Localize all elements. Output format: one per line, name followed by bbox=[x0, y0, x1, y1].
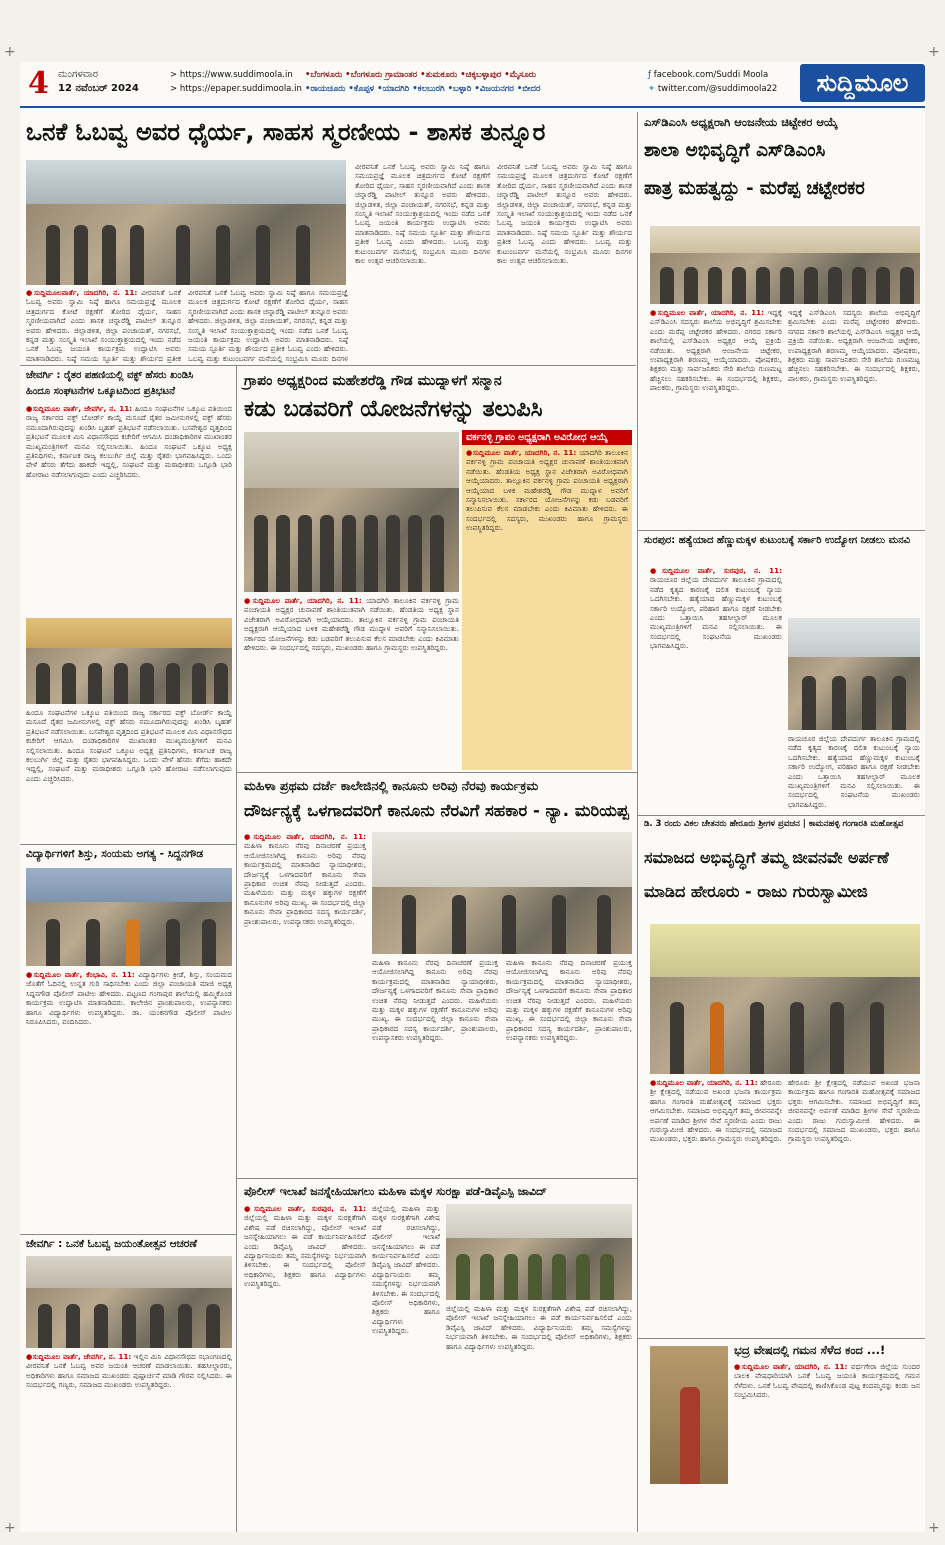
twitter-icon: ✦ bbox=[648, 84, 658, 94]
registration-mark: + bbox=[4, 44, 16, 60]
article-5-byline: ●ಸುದ್ದಿಮೂಲ ವಾರ್ತೆ, ಸುರಪುರ, ನ. 11: bbox=[650, 566, 782, 575]
article-3-text-2: ಹಿಂದೂ ಸಂಘಟನೆಗಳ ಒಕ್ಕೂಟ ವತಿಯಿಂದ ರಾಜ್ಯ ಸರ್ಕಾರದ ವಕ್ಫ್ ಬೋರ್ಡ್ ಕಾಯ್ದೆ ಮಸೂದೆ ರೈತರ ಜಮೀನುಗಳಲ್ಲಿ ವಕ್ಫ್ ಹೆಸರು ನಮೂದಾಗಿರುವುದನ್ನು ಖಂಡಿಸಿ ಬೃಹತ್ ಪ್ರತಿಭಟನೆ ನಡೆಸಲಾಯಿತು. ಬಸವೇಶ್ವರ ವೃತ್ತದಿಂದ ಪ್ರತಿಭಟನೆ ಮೂಲಕ ಮಿನಿ ವಿಧಾನಸೌಧದ ಕಚೇರಿಗೆ ಆಗಮಿಸಿ ದಂಡಾಧಿಕಾರಿಗಳ ಮುಖಾಂತರ ಮುಖ್ಯಮಂತ್ರಿಗಳಿಗೆ ಮನವಿ ಸಲ್ಲಿಸಲಾಯಿತು. ಹಿಂದೂ ಸಂಘಟನೆ ಒಕ್ಕೂಟ ಅಧ್ಯಕ್ಷ ಪ್ರತಿನಿಧಿಗಳು, ಕರ್ನಾಟಕ ರಾಜ್ಯ ಕಲಬುರ್ಗಿ ಜಿಲ್ಲೆ ಮತ್ತು ರೈತರು ಭಾಗವಹಿಸಿದ್ದರು. ಒಂದು ವೇಳೆ ಹೆಸರು ತೆಗೆದು ಹಾಕದೇ ಇದ್ದಲ್ಲಿ, ಸಂಘಟನೆ ಮತ್ತು ಮಠಾಧೀಶರು ಒಗ್ಗೂಡಿ ಭಾರಿ ಹೋರಾಟ ನಡೆಸಲಾಗುವುದು ಎಂದು ಎಚ್ಚರಿಸಿದರು. bbox=[26, 708, 232, 783]
article-10-text: ಜಿಲ್ಲೆಯಲ್ಲಿ ಮಹಿಳಾ ಮತ್ತು ಮಕ್ಕಳ ಸುರಕ್ಷತೆಗಾಗಿ ವಿಶೇಷ ಪಡೆ ರಚಿಸಲಾಗಿದ್ದು, ಪೊಲೀಸ್ ಇಲಾಖೆ ಜನಸ್ನೇಹಿಯಾಗಲು ಈ ಪಡೆ ಕಾರ್ಯನಿರ್ವಹಿಸಲಿದೆ ಎಂದು ಡಿವೈಎಸ್ಪಿ ಜಾವಿದ್ ಹೇಳಿದರು. ವಿದ್ಯಾರ್ಥಿನಿಯರು ತಮ್ಮ ಸಮಸ್ಯೆಗಳನ್ನು ನಿರ್ಭಯವಾಗಿ ತಿಳಿಸಬೇಕು. ಈ ಸಂದರ್ಭದಲ್ಲಿ ಪೊಲೀಸ್ ಅಧಿಕಾರಿಗಳು, ಶಿಕ್ಷಕರು ಹಾಗೂ ವಿದ್ಯಾರ್ಥಿಗಳು ಉಪಸ್ಥಿತರಿದ್ದರು. bbox=[244, 1213, 366, 1289]
article-1-byline: ●ಸುದ್ದಿಮೂಲವಾರ್ತೆ, ಯಾದಗಿರಿ, ನ. 11: bbox=[26, 288, 138, 297]
article-11-headline: ಭದ್ರ ವೇಷದಲ್ಲಿ ಗಮನ ಸೆಳೆದ ಕಂದ ...! bbox=[734, 1343, 886, 1357]
article-5-body-2 bbox=[788, 734, 920, 812]
col-separator bbox=[637, 112, 638, 1532]
article-7-body-3 bbox=[506, 958, 632, 1174]
article-4-sidebar-body bbox=[466, 448, 628, 766]
page-number: 4 bbox=[28, 66, 49, 101]
rule bbox=[638, 1338, 925, 1339]
epaper-link[interactable]: > https://epaper.suddimoola.in bbox=[170, 84, 302, 94]
article-8-body bbox=[650, 1078, 782, 1334]
article-8-text: ಹೇರೂರು ಶ್ರೀ ಕ್ಷೇತ್ರದಲ್ಲಿ ನಡೆಯುವ ಅಖಂಡ ಭಜನಾ ಕಾರ್ಯಕ್ರಮ ಹಾಗೂ ಗಂಗಾರತಿ ಮಹೋತ್ಸವಕ್ಕೆ ಸಮಾಜದ ಭಕ್ತರು ಆಗಮಿಸಬೇಕು. ಸಮಾಜದ ಅಭಿವೃದ್ಧಿಗೆ ತಮ್ಮ ಜೀವನವನ್ನೇ ಅರ್ಪಣೆ ಮಾಡಿದ ಶ್ರೀಗಳ ಸೇವೆ ಸ್ಮರಣೀಯ ಎಂದು ರಾಜು ಗುರುಸ್ವಾಮೀಜಿ ಹೇಳಿದರು. ಈ ಸಂದರ್ಭದಲ್ಲಿ ಸಮಾಜದ ಮುಖಂಡರು, ಭಕ್ತರು ಹಾಗೂ ಗ್ರಾಮಸ್ಥರು ಉಪಸ್ಥಿತರಿದ್ದರು. bbox=[650, 1078, 782, 1144]
article-8-kicker: ಡಿ. 3 ರಂದು ವಿಕಲ ಚೇತನರು ಹೇರೂರು ಶ್ರೀಗಳ ಪ್ರವಚನ | ಕಾಮನಹಳ್ಳಿ ಗಂಗಾರತಿ ಮಹೋತ್ಸವ bbox=[644, 819, 904, 829]
article-11-photo bbox=[650, 1346, 728, 1484]
article-1-photo bbox=[26, 160, 346, 285]
article-4-banner: ವರ್ಕನಳ್ಳಿ ಗ್ರಾಪಂ ಅಧ್ಯಕ್ಷರಾಗಿ ಅವಿರೋಧ ಆಯ್ಕೆ bbox=[462, 430, 632, 445]
registration-mark: + bbox=[4, 1520, 16, 1536]
article-6-headline: ವಿದ್ಯಾರ್ಥಿಗಳಿಗೆ ಶಿಸ್ತು, ಸಂಯಮ ಅಗತ್ಯ - ಸಿದ್ದನಗೌಡ bbox=[26, 848, 204, 860]
article-2-kicker: ಎಸ್‌ಡಿಎಂಸಿ ಅಧ್ಯಕ್ಷರಾಗಿ ಆಂಜನೇಯ ಚಿಟ್ಟೇಕರ ಆಯ್ಕೆ bbox=[644, 115, 838, 129]
article-1-text-col4: ವೀರವನಿತೆ ಒನಕೆ ಓಬವ್ವ ಅವರು ಸ್ವಾಮಿ ನಿಷ್ಠೆ ಹಾಗೂ ಸಮಯಪ್ರಜ್ಞೆ ಮೂಲಕ ಚಿತ್ರದುರ್ಗದ ಕೋಟೆ ರಕ್ಷಣೆಗೆ ತೋರಿದ ಧೈರ್ಯ, ಸಾಹಸ ಸ್ಮರಣೀಯವಾಗಿದೆ ಎಂದು ಶಾಸಕ ಚನ್ನಾರೆಡ್ಡಿ ಪಾಟೀಲ್ ತುನ್ನೂರ ಅವರು ಹೇಳಿದರು. ಜಿಲ್ಲಾಡಳಿತ, ಜಿಲ್ಲಾ ಪಂಚಾಯತ್, ನಗರಸಭೆ, ಕನ್ನಡ ಮತ್ತು ಸಂಸ್ಕೃತಿ ಇಲಾಖೆ ಸಂಯುಕ್ತಾಶ್ರಯದಲ್ಲಿ ಇಂದು ನಡೆದ ಒನಕೆ ಓಬವ್ವ ಜಯಂತಿ ಕಾರ್ಯಕ್ರಮ ಉದ್ಘಾಟಿಸಿ ಅವರು ಮಾತನಾಡಿದರು. ನಿಷ್ಠೆ ಸಮಯ ಸ್ಫೂರ್ತಿ ಮತ್ತು ಶೌರ್ಯದ ಪ್ರತೀಕ ಓಬವ್ವ ಎಂದು ಹೇಳಿದರು. ಒಬವ್ವ ಮತ್ತು ಕುಟುಂಬವರ್ಗ ಮನೆಯಲ್ಲಿ ಸಂಭ್ರಮಿಸಿ ಮೂರು ದಿನಗಳ ಕಾಲ ಉತ್ಸವ ಆಚರಿಸಲಾಯಿತು. bbox=[497, 162, 632, 266]
article-10-text-3: ಜಿಲ್ಲೆಯಲ್ಲಿ ಮಹಿಳಾ ಮತ್ತು ಮಕ್ಕಳ ಸುರಕ್ಷತೆಗಾಗಿ ವಿಶೇಷ ಪಡೆ ರಚಿಸಲಾಗಿದ್ದು, ಪೊಲೀಸ್ ಇಲಾಖೆ ಜನಸ್ನೇಹಿಯಾಗಲು ಈ ಪಡೆ ಕಾರ್ಯನಿರ್ವಹಿಸಲಿದೆ ಎಂದು ಡಿವೈಎಸ್ಪಿ ಜಾವಿದ್ ಹೇಳಿದರು. ವಿದ್ಯಾರ್ಥಿನಿಯರು ತಮ್ಮ ಸಮಸ್ಯೆಗಳನ್ನು ನಿರ್ಭಯವಾಗಿ ತಿಳಿಸಬೇಕು. ಈ ಸಂದರ್ಭದಲ್ಲಿ ಪೊಲೀಸ್ ಅಧಿಕಾರಿಗಳು, ಶಿಕ್ಷಕರು ಹಾಗೂ ವಿದ್ಯಾರ್ಥಿಗಳು ಉಪಸ್ಥಿತರಿದ್ದರು. bbox=[446, 1304, 632, 1351]
article-2-body bbox=[650, 308, 782, 526]
day: ಮಂಗಳವಾರ bbox=[58, 69, 99, 80]
article-7-text-3: ಮಹಿಳಾ ಕಾನೂನು ನೆರವು ದಿನಾಚರಣೆ ಪ್ರಯುಕ್ತ ಆಯೋಜಿಸಲಾಗಿದ್ದ ಕಾನೂನು ಅರಿವು ನೆರವು ಕಾರ್ಯಕ್ರಮದಲ್ಲಿ ಮಾತನಾಡಿದ ನ್ಯಾಯಾಧೀಶರು, ದೌರ್ಜನ್ಯಕ್ಕೆ ಒಳಗಾದವರಿಗೆ ಕಾನೂನು ಸೇವಾ ಪ್ರಾಧಿಕಾರ ಉಚಿತ ನೆರವು ನೀಡುತ್ತದೆ ಎಂದರು. ಮಹಿಳೆಯರು ಮತ್ತು ಮಕ್ಕಳ ಹಕ್ಕುಗಳ ರಕ್ಷಣೆಗೆ ಕಾನೂನುಗಳ ಅರಿವು ಮುಖ್ಯ. ಈ ಸಂದರ್ಭದಲ್ಲಿ ಜಿಲ್ಲಾ ಕಾನೂನು ಸೇವಾ ಪ್ರಾಧಿಕಾರದ ಸದಸ್ಯ ಕಾರ್ಯದರ್ಶಿ, ಪ್ರಾಂಶುಪಾಲರು, ಉಪನ್ಯಾಸಕರು ಉಪಸ್ಥಿತರಿದ್ದರು. bbox=[506, 958, 632, 1043]
masthead-logo: ಸುದ್ದಿಮೂಲ bbox=[800, 64, 925, 102]
web-links bbox=[170, 68, 302, 96]
article-8-headline: ಸಮಾಜದ ಅಭಿವೃದ್ಧಿಗೆ ತಮ್ಮ ಜೀವನವೇ ಅರ್ಪಣೆ bbox=[644, 848, 889, 867]
article-1-text-col2: ವೀರವನಿತೆ ಒನಕೆ ಓಬವ್ವ ಅವರು ಸ್ವಾಮಿ ನಿಷ್ಠೆ ಹಾಗೂ ಸಮಯಪ್ರಜ್ಞೆ ಮೂಲಕ ಚಿತ್ರದುರ್ಗದ ಕೋಟೆ ರಕ್ಷಣೆಗೆ ತೋರಿದ ಧೈರ್ಯ, ಸಾಹಸ ಸ್ಮರಣೀಯವಾಗಿದೆ ಎಂದು ಶಾಸಕ ಚನ್ನಾರೆಡ್ಡಿ ಪಾಟೀಲ್ ತುನ್ನೂರ ಅವರು ಹೇಳಿದರು. ಜಿಲ್ಲಾಡಳಿತ, ಜಿಲ್ಲಾ ಪಂಚಾಯತ್, ನಗರಸಭೆ, ಕನ್ನಡ ಮತ್ತು ಸಂಸ್ಕೃತಿ ಇಲಾಖೆ ಸಂಯುಕ್ತಾಶ್ರಯದಲ್ಲಿ ಇಂದು ನಡೆದ ಒನಕೆ ಓಬವ್ವ ಜಯಂತಿ ಕಾರ್ಯಕ್ರಮ ಉದ್ಘಾಟಿಸಿ ಅವರು ಮಾತನಾಡಿದರು. ನಿಷ್ಠೆ ಸಮಯ ಸ್ಫೂರ್ತಿ ಮತ್ತು ಶೌರ್ಯದ ಪ್ರತೀಕ ಓಬವ್ವ ಎಂದು ಹೇಳಿದರು. ಒಬವ್ವ ಮತ್ತು ಕುಟುಂಬವರ್ಗ ಮನೆಯಲ್ಲಿ ಸಂಭ್ರಮಿಸಿ ಮೂರು ದಿನಗಳ bbox=[188, 288, 348, 363]
article-10-photo bbox=[446, 1204, 632, 1300]
article-2-body-col2 bbox=[788, 308, 920, 526]
article-4-photo bbox=[244, 432, 459, 592]
rule bbox=[20, 365, 636, 366]
article-10-body-3 bbox=[446, 1304, 632, 1484]
article-4-body bbox=[244, 596, 459, 768]
article-8-text-2: ಹೇರೂರು ಶ್ರೀ ಕ್ಷೇತ್ರದಲ್ಲಿ ನಡೆಯುವ ಅಖಂಡ ಭಜನಾ ಕಾರ್ಯಕ್ರಮ ಹಾಗೂ ಗಂಗಾರತಿ ಮಹೋತ್ಸವಕ್ಕೆ ಸಮಾಜದ ಭಕ್ತರು ಆಗಮಿಸಬೇಕು. ಸಮಾಜದ ಅಭಿವೃದ್ಧಿಗೆ ತಮ್ಮ ಜೀವನವನ್ನೇ ಅರ್ಪಣೆ ಮಾಡಿದ ಶ್ರೀಗಳ ಸೇವೆ ಸ್ಮರಣೀಯ ಎಂದು ರಾಜು ಗುರುಸ್ವಾಮೀಜಿ ಹೇಳಿದರು. ಈ ಸಂದರ್ಭದಲ್ಲಿ ಸಮಾಜದ ಮುಖಂಡರು, ಭಕ್ತರು ಹಾಗೂ ಗ್ರಾಮಸ್ಥರು ಉಪಸ್ಥಿತರಿದ್ದರು. bbox=[788, 1078, 920, 1144]
article-10-body bbox=[244, 1204, 366, 1484]
cities-row-2: •ರಾಯಚೂರು •ಕೊಪ್ಪಳ •ಯಾದಗಿರಿ •ಕಲಬುರಗಿ •ಬಳ್ಳಾರಿ •ವಿಜಯನಗರ •ಬೀದರ bbox=[305, 84, 541, 94]
article-7-headline: ದೌರ್ಜನ್ಯಕ್ಕೆ ಒಳಗಾದವರಿಗೆ ಕಾನೂನು ನೆರವಿಗೆ ಸಹಕಾರ - ನ್ಯಾ. ಮರಿಯಪ್ಪ bbox=[244, 801, 629, 820]
article-7-kicker: ಮಹಿಳಾ ಪ್ರಥಮ ದರ್ಜೆ ಕಾಲೇಜಿನಲ್ಲಿ ಕಾನೂನು ಅರಿವು ನೆರವು ಕಾರ್ಯಕ್ರಮ bbox=[244, 778, 539, 793]
article-1-body-col3 bbox=[355, 162, 490, 362]
article-1-headline: ಒನಕೆ ಓಬವ್ವ ಅವರ ಧೈರ್ಯ, ಸಾಹಸ ಸ್ಮರಣೀಯ - ಶಾಸಕ ತುನ್ನೂರ bbox=[26, 118, 546, 146]
article-4-byline: ●ಸುದ್ದಿಮೂಲ ವಾರ್ತೆ, ಯಾದಗಿರಿ, ನ. 11: bbox=[466, 448, 577, 457]
article-1-body-col4 bbox=[497, 162, 632, 362]
article-4-text: ಯಾದಗಿರಿ ತಾಲೂಕಿನ ವರ್ಕನಳ್ಳಿ ಗ್ರಾಮ ಪಂಚಾಯತಿ ಅಧ್ಯಕ್ಷರ ಚುನಾವಣೆ ಶಾಂತಿಯುತವಾಗಿ ನಡೆಯಿತು. ಹೆಂಡತಿಯ ಅಧ್ಯಕ್ಷ ಸ್ಥಾನ ವಿಜೇತರಾಗಿ ಅವಿರೋಧವಾಗಿ ಆಯ್ಕೆಯಾದರು. ತಾಲ್ಲೂಕಿನ ವರ್ಕನಳ್ಳಿ ಗ್ರಾಮ ಪಂಚಾಯತಿ ಅಧ್ಯಕ್ಷರಾಗಿ ಆಯ್ಕೆಯಾದ ಬಳಿಕ ಮಹೇಶರೆಡ್ಡಿ ಗೌಡ ಮುದ್ನಾಳ ಅವರಿಗೆ ಸನ್ಮಾನಿಸಲಾಯಿತು. ಸರ್ಕಾರದ ಯೋಜನೆಗಳನ್ನು ಕಡು ಬಡವರಿಗೆ ತಲುಪಿಸುವ ಕೆಲಸ ಮಾಡಬೇಕು ಎಂದು ಕಿವಿಮಾತು ಹೇಳಿದರು. ಈ ಸಂದರ್ಭದಲ್ಲಿ ಸದಸ್ಯರು, ಮುಖಂಡರು ಹಾಗೂ ಗ್ರಾಮಸ್ಥರು ಉಪಸ್ಥಿತರಿದ್ದರು. bbox=[244, 596, 459, 653]
date-block bbox=[58, 68, 139, 96]
article-11-text: ವರ್ಧಗೇರಾ ಜಿಲ್ಲೆಯ ಸುಂದರ ಬಾಲಕಿ ವೇಷಧಾರಿಯಾಗಿ ಒನಕೆ ಓಬವ್ವ ಜಯಂತಿ ಕಾರ್ಯಕ್ರಮದಲ್ಲಿ ಗಮನ ಸೆಳೆದಳು. ಒನಕೆ ಓಬವ್ವ ವೇಷದಲ್ಲಿ ಕಾಣಿಸಿಕೊಂಡ ಪುಟ್ಟ ಕಂದಮ್ಮನನ್ನು ಕಂಡು ಜನ ಸಂಭ್ರಮಿಸಿದರು. bbox=[734, 1362, 920, 1400]
rule bbox=[20, 844, 236, 845]
article-9-photo bbox=[26, 1256, 232, 1348]
article-8-photo bbox=[650, 924, 920, 1074]
article-6-body bbox=[26, 970, 232, 1232]
article-5-photo bbox=[788, 618, 920, 730]
article-8-byline: ●ಸುದ್ದಿಮೂಲ ವಾರ್ತೆ, ಯಾದಗಿರಿ, ನ. 11: bbox=[650, 1078, 758, 1087]
article-1-body bbox=[26, 288, 181, 363]
rule bbox=[237, 772, 637, 773]
article-8-body-2 bbox=[788, 1078, 920, 1334]
article-4-sidebar-text: ಯಾದಗಿರಿ ತಾಲೂಕಿನ ವರ್ಕನಳ್ಳಿ ಗ್ರಾಮ ಪಂಚಾಯತಿ ಅಧ್ಯಕ್ಷರ ಚುನಾವಣೆ ಶಾಂತಿಯುತವಾಗಿ ನಡೆಯಿತು. ಹೆಂಡತಿಯ ಅಧ್ಯಕ್ಷ ಸ್ಥಾನ ವಿಜೇತರಾಗಿ ಅವಿರೋಧವಾಗಿ ಆಯ್ಕೆಯಾದರು. ತಾಲ್ಲೂಕಿನ ವರ್ಕನಳ್ಳಿ ಗ್ರಾಮ ಪಂಚಾಯತಿ ಅಧ್ಯಕ್ಷರಾಗಿ ಆಯ್ಕೆಯಾದ ಬಳಿಕ ಮಹೇಶರೆಡ್ಡಿ ಗೌಡ ಮುದ್ನಾಳ ಅವರಿಗೆ ಸನ್ಮಾನಿಸಲಾಯಿತು. ಸರ್ಕಾರದ ಯೋಜನೆಗಳನ್ನು ಕಡು ಬಡವರಿಗೆ ತಲುಪಿಸುವ ಕೆಲಸ ಮಾಡಬೇಕು ಎಂದು ಕಿವಿಮಾತು ಹೇಳಿದರು. ಈ ಸಂದರ್ಭದಲ್ಲಿ ಸದಸ್ಯರು, ಮುಖಂಡರು ಹಾಗೂ ಗ್ರಾಮಸ್ಥರು ಉಪಸ್ಥಿತರಿದ್ದರು. bbox=[466, 448, 628, 533]
rule bbox=[638, 815, 925, 816]
article-3-body-2 bbox=[26, 708, 232, 842]
rule bbox=[20, 1234, 236, 1235]
article-9-headline: ಜೇವರ್ಗಿ : ಒನಕೆ ಓಬವ್ವ ಜಯಂತೋತ್ಸವ ಆಚರಣೆ bbox=[26, 1238, 197, 1250]
article-9-text: ಇಲ್ಲಿನ ಮಿನಿ ವಿಧಾನಸೌಧದ ಸಭಾಂಗಣದಲ್ಲಿ ವೀರವನಿತೆ ಒನಕೆ ಓಬವ್ವ ಅವರ ಜಯಂತಿ ಆಚರಣೆ ಮಾಡಲಾಯಿತು. ತಹಸೀಲ್ದಾರರು, ಅಧಿಕಾರಿಗಳು ಹಾಗೂ ಸಮಾಜದ ಮುಖಂಡರು ಪುಷ್ಪಾರ್ಚನೆ ಮಾಡಿ ಗೌರವ ಸಲ್ಲಿಸಿದರು. ಈ ಸಂದರ್ಭದಲ್ಲಿ ಗಣ್ಯರು, ಸಮಾಜದ ಮುಖಂಡರು ಉಪಸ್ಥಿತರಿದ್ದರು. bbox=[26, 1352, 232, 1390]
article-7-body bbox=[244, 832, 366, 1174]
article-7-text: ಮಹಿಳಾ ಕಾನೂನು ನೆರವು ದಿನಾಚರಣೆ ಪ್ರಯುಕ್ತ ಆಯೋಜಿಸಲಾಗಿದ್ದ ಕಾನೂನು ಅರಿವು ನೆರವು ಕಾರ್ಯಕ್ರಮದಲ್ಲಿ ಮಾತನಾಡಿದ ನ್ಯಾಯಾಧೀಶರು, ದೌರ್ಜನ್ಯಕ್ಕೆ ಒಳಗಾದವರಿಗೆ ಕಾನೂನು ಸೇವಾ ಪ್ರಾಧಿಕಾರ ಉಚಿತ ನೆರವು ನೀಡುತ್ತದೆ ಎಂದರು. ಮಹಿಳೆಯರು ಮತ್ತು ಮಕ್ಕಳ ಹಕ್ಕುಗಳ ರಕ್ಷಣೆಗೆ ಕಾನೂನುಗಳ ಅರಿವು ಮುಖ್ಯ. ಈ ಸಂದರ್ಭದಲ್ಲಿ ಜಿಲ್ಲಾ ಕಾನೂನು ಸೇವಾ ಪ್ರಾಧಿಕಾರದ ಸದಸ್ಯ ಕಾರ್ಯದರ್ಶಿ, ಪ್ರಾಂಶುಪಾಲರು, ಉಪನ್ಯಾಸಕರು ಉಪಸ್ಥಿತರಿದ್ದರು. bbox=[244, 841, 366, 926]
article-10-text-2: ಜಿಲ್ಲೆಯಲ್ಲಿ ಮಹಿಳಾ ಮತ್ತು ಮಕ್ಕಳ ಸುರಕ್ಷತೆಗಾಗಿ ವಿಶೇಷ ಪಡೆ ರಚಿಸಲಾಗಿದ್ದು, ಪೊಲೀಸ್ ಇಲಾಖೆ ಜನಸ್ನೇಹಿಯಾಗಲು ಈ ಪಡೆ ಕಾರ್ಯನಿರ್ವಹಿಸಲಿದೆ ಎಂದು ಡಿವೈಎಸ್ಪಿ ಜಾವಿದ್ ಹೇಳಿದರು. ವಿದ್ಯಾರ್ಥಿನಿಯರು ತಮ್ಮ ಸಮಸ್ಯೆಗಳನ್ನು ನಿರ್ಭಯವಾಗಿ ತಿಳಿಸಬೇಕು. ಈ ಸಂದರ್ಭದಲ್ಲಿ ಪೊಲೀಸ್ ಅಧಿಕಾರಿಗಳು, ಶಿಕ್ಷಕರು ಹಾಗೂ ವಿದ್ಯಾರ್ಥಿಗಳು ಉಪಸ್ಥಿತರಿದ್ದರು. bbox=[372, 1204, 440, 1336]
editions bbox=[305, 68, 540, 96]
cities-row-1: •ಬೆಂಗಳೂರು •ಬೆಂಗಳೂರು ಗ್ರಾಮಾಂತರ •ತುಮಕೂರು •ಚಿಕ್ಕಬಳ್ಳಾಪುರ •ಮೈಸೂರು bbox=[305, 70, 537, 80]
masthead bbox=[20, 62, 925, 108]
article-3-headline-2: ಹಿಂದೂ ಸಂಘಟನೆಗಳ ಒಕ್ಕೂಟದಿಂದ ಪ್ರತಿಭಟನೆ bbox=[26, 386, 176, 397]
facebook-link[interactable] bbox=[648, 68, 777, 82]
article-2-headline: ಶಾಲಾ ಅಭಿವೃದ್ಧಿಗೆ ಎಸ್‌ಡಿಎಂಸಿ bbox=[644, 140, 826, 161]
article-8-headline-2: ಮಾಡಿದ ಹೇರೂರು - ರಾಜು ಗುರುಸ್ವಾಮೀಜಿ bbox=[644, 882, 868, 901]
article-3-photo bbox=[26, 618, 232, 704]
article-3-text: ಹಿಂದೂ ಸಂಘಟನೆಗಳ ಒಕ್ಕೂಟ ವತಿಯಿಂದ ರಾಜ್ಯ ಸರ್ಕಾರದ ವಕ್ಫ್ ಬೋರ್ಡ್ ಕಾಯ್ದೆ ಮಸೂದೆ ರೈತರ ಜಮೀನುಗಳಲ್ಲಿ ವಕ್ಫ್ ಹೆಸರು ನಮೂದಾಗಿರುವುದನ್ನು ಖಂಡಿಸಿ ಬೃಹತ್ ಪ್ರತಿಭಟನೆ ನಡೆಸಲಾಯಿತು. ಬಸವೇಶ್ವರ ವೃತ್ತದಿಂದ ಪ್ರತಿಭಟನೆ ಮೂಲಕ ಮಿನಿ ವಿಧಾನಸೌಧದ ಕಚೇರಿಗೆ ಆಗಮಿಸಿ ದಂಡಾಧಿಕಾರಿಗಳ ಮುಖಾಂತರ ಮುಖ್ಯಮಂತ್ರಿಗಳಿಗೆ ಮನವಿ ಸಲ್ಲಿಸಲಾಯಿತು. ಹಿಂದೂ ಸಂಘಟನೆ ಒಕ್ಕೂಟ ಅಧ್ಯಕ್ಷ ಪ್ರತಿನಿಧಿಗಳು, ಕರ್ನಾಟಕ ರಾಜ್ಯ ಕಲಬುರ್ಗಿ ಜಿಲ್ಲೆ ಮತ್ತು ರೈತರು ಭಾಗವಹಿಸಿದ್ದರು. ಒಂದು ವೇಳೆ ಹೆಸರು ತೆಗೆದು ಹಾಕದೇ ಇದ್ದಲ್ಲಿ, ಸಂಘಟನೆ ಮತ್ತು ಮಠಾಧೀಶರು ಒಗ್ಗೂಡಿ ಭಾರಿ ಹೋರಾಟ ನಡೆಸಲಾಗುವುದು ಎಂದು ಎಚ್ಚರಿಸಿದರು. bbox=[26, 404, 232, 479]
article-5-body bbox=[650, 566, 782, 812]
article-1-body-col2 bbox=[188, 288, 348, 363]
article-2-photo bbox=[650, 226, 920, 304]
article-2-byline: ●ಸುದ್ದಿಮೂಲ ವಾರ್ತೆ, ಯಾದಗಿರಿ, ನ. 11: bbox=[650, 308, 764, 317]
article-10-byline: ●ಸುದ್ದಿಮೂಲ ವಾರ್ತೆ, ಸುರಪುರ, ನ. 11: bbox=[244, 1204, 366, 1213]
article-4-kicker: ಗ್ರಾಪಂ ಅಧ್ಯಕ್ಷರಿಂದ ಮಹೇಶರೆಡ್ಡಿ ಗೌಡ ಮುದ್ನಾಳಗೆ ಸನ್ಮಾನ bbox=[244, 373, 502, 389]
twitter-link[interactable] bbox=[648, 82, 777, 96]
rule bbox=[638, 530, 925, 531]
article-2-text-col2: ಇದ್ದಕ್ಕೆ ಎಸ್‌ಡಿಎಂಸಿ ಸದಸ್ಯರು ಶಾಲೆಯ ಅಭಿವೃದ್ಧಿಗೆ ಶ್ರಮಿಸಬೇಕು ಎಂದು ಮರೆಪ್ಪ ಚಟ್ಟೇರಕರ ಹೇಳಿದರು. ನಗರದ ಸರ್ಕಾರಿ ಶಾಲೆಯಲ್ಲಿ ಎಸ್‌ಡಿಎಂಸಿ ಅಧ್ಯಕ್ಷರ ಆಯ್ಕೆ ಪ್ರಕ್ರಿಯೆ ನಡೆಯಿತು. ಅಧ್ಯಕ್ಷರಾಗಿ ಆಂಜನೇಯ ಚಿಟ್ಟೇಕರ, ಉಪಾಧ್ಯಕ್ಷರಾಗಿ ಶರಣಮ್ಮ ಆಯ್ಕೆಯಾದರು. ಪೋಷಕರು, ಶಿಕ್ಷಕರು ಮತ್ತು ಸಾರ್ವಜನಿಕರು ಸೇರಿ ಶಾಲೆಯ ಗುಣಮಟ್ಟ ಹೆಚ್ಚಿಸಲು ಸಹಕರಿಸಬೇಕು. ಈ ಸಂದರ್ಭದಲ್ಲಿ ಶಿಕ್ಷಕರು, ಪಾಲಕರು, ಗ್ರಾಮಸ್ಥರು ಉಪಸ್ಥಿತರಿದ್ದರು. bbox=[788, 308, 920, 383]
registration-mark: + bbox=[928, 44, 940, 60]
article-1-text-col3: ವೀರವನಿತೆ ಒನಕೆ ಓಬವ್ವ ಅವರು ಸ್ವಾಮಿ ನಿಷ್ಠೆ ಹಾಗೂ ಸಮಯಪ್ರಜ್ಞೆ ಮೂಲಕ ಚಿತ್ರದುರ್ಗದ ಕೋಟೆ ರಕ್ಷಣೆಗೆ ತೋರಿದ ಧೈರ್ಯ, ಸಾಹಸ ಸ್ಮರಣೀಯವಾಗಿದೆ ಎಂದು ಶಾಸಕ ಚನ್ನಾರೆಡ್ಡಿ ಪಾಟೀಲ್ ತುನ್ನೂರ ಅವರು ಹೇಳಿದರು. ಜಿಲ್ಲಾಡಳಿತ, ಜಿಲ್ಲಾ ಪಂಚಾಯತ್, ನಗರಸಭೆ, ಕನ್ನಡ ಮತ್ತು ಸಂಸ್ಕೃತಿ ಇಲಾಖೆ ಸಂಯುಕ್ತಾಶ್ರಯದಲ್ಲಿ ಇಂದು ನಡೆದ ಒನಕೆ ಓಬವ್ವ ಜಯಂತಿ ಕಾರ್ಯಕ್ರಮ ಉದ್ಘಾಟಿಸಿ ಅವರು ಮಾತನಾಡಿದರು. ನಿಷ್ಠೆ ಸಮಯ ಸ್ಫೂರ್ತಿ ಮತ್ತು ಶೌರ್ಯದ ಪ್ರತೀಕ ಓಬವ್ವ ಎಂದು ಹೇಳಿದರು. ಒಬವ್ವ ಮತ್ತು ಕುಟುಂಬವರ್ಗ ಮನೆಯಲ್ಲಿ ಸಂಭ್ರಮಿಸಿ ಮೂರು ದಿನಗಳ ಕಾಲ ಉತ್ಸವ ಆಚರಿಸಲಾಯಿತು. bbox=[355, 162, 490, 266]
article-9-body bbox=[26, 1352, 232, 1482]
article-4-byline-2: ●ಸುದ್ದಿಮೂಲ ವಾರ್ತೆ, ಯಾದಗಿರಿ, ನ. 11: bbox=[244, 596, 362, 605]
article-2-headline-2: ಪಾತ್ರ ಮಹತ್ವದ್ದು - ಮರೆಪ್ಪ ಚಟ್ಟೇರಕರ bbox=[644, 178, 865, 199]
article-3-byline: ●ಸುದ್ದಿಮೂಲ ವಾರ್ತೆ, ಜೇವರ್ಗಿ, ನ. 11: bbox=[26, 404, 133, 413]
article-3-headline: ಜೇವರ್ಗಿ : ರೈತರ ಪಹಣಿಯಲ್ಲಿ ವಕ್ಫ್ ಹೆಸರು ಖಂಡಿಸಿ bbox=[26, 370, 194, 381]
article-7-photo bbox=[372, 832, 632, 954]
twitter-label: twitter.com/@suddimoola22 bbox=[657, 84, 778, 94]
article-11-byline: ●ಸುದ್ದಿಮೂಲ ವಾರ್ತೆ, ಯಾದಗಿರಿ, ನ. 11: bbox=[734, 1362, 848, 1371]
article-2-text: ಇದ್ದಕ್ಕೆ ಎಸ್‌ಡಿಎಂಸಿ ಸದಸ್ಯರು ಶಾಲೆಯ ಅಭಿವೃದ್ಧಿಗೆ ಶ್ರಮಿಸಬೇಕು ಎಂದು ಮರೆಪ್ಪ ಚಟ್ಟೇರಕರ ಹೇಳಿದರು. ನಗರದ ಸರ್ಕಾರಿ ಶಾಲೆಯಲ್ಲಿ ಎಸ್‌ಡಿಎಂಸಿ ಅಧ್ಯಕ್ಷರ ಆಯ್ಕೆ ಪ್ರಕ್ರಿಯೆ ನಡೆಯಿತು. ಅಧ್ಯಕ್ಷರಾಗಿ ಆಂಜನೇಯ ಚಿಟ್ಟೇಕರ, ಉಪಾಧ್ಯಕ್ಷರಾಗಿ ಶರಣಮ್ಮ ಆಯ್ಕೆಯಾದರು. ಪೋಷಕರು, ಶಿಕ್ಷಕರು ಮತ್ತು ಸಾರ್ವಜನಿಕರು ಸೇರಿ ಶಾಲೆಯ ಗುಣಮಟ್ಟ ಹೆಚ್ಚಿಸಲು ಸಹಕರಿಸಬೇಕು. ಈ ಸಂದರ್ಭದಲ್ಲಿ ಶಿಕ್ಷಕರು, ಪಾಲಕರು, ಗ್ರಾಮಸ್ಥರು ಉಪಸ್ಥಿತರಿದ್ದರು. bbox=[650, 308, 782, 393]
article-10-headline: ಪೊಲೀಸ್ ಇಲಾಖೆ ಜನಸ್ನೇಹಿಯಾಗಲು ಮಹಿಳಾ ಮಕ್ಕಳ ಸುರಕ್ಷಾ ಪಡೆ-ಡಿವೈಎಸ್ಪಿ ಜಾವಿದ್ bbox=[244, 1185, 547, 1198]
col-separator bbox=[236, 365, 237, 1532]
article-6-photo bbox=[26, 868, 232, 966]
article-1-text: ವೀರವನಿತೆ ಒನಕೆ ಓಬವ್ವ ಅವರು ಸ್ವಾಮಿ ನಿಷ್ಠೆ ಹಾಗೂ ಸಮಯಪ್ರಜ್ಞೆ ಮೂಲಕ ಚಿತ್ರದುರ್ಗದ ಕೋಟೆ ರಕ್ಷಣೆಗೆ ತೋರಿದ ಧೈರ್ಯ, ಸಾಹಸ ಸ್ಮರಣೀಯವಾಗಿದೆ ಎಂದು ಶಾಸಕ ಚನ್ನಾರೆಡ್ಡಿ ಪಾಟೀಲ್ ತುನ್ನೂರ ಅವರು ಹೇಳಿದರು. ಜಿಲ್ಲಾಡಳಿತ, ಜಿಲ್ಲಾ ಪಂಚಾಯತ್, ನಗರಸಭೆ, ಕನ್ನಡ ಮತ್ತು ಸಂಸ್ಕೃತಿ ಇಲಾಖೆ ಸಂಯುಕ್ತಾಶ್ರಯದಲ್ಲಿ ಇಂದು ನಡೆದ ಒನಕೆ ಓಬವ್ವ ಜಯಂತಿ ಕಾರ್ಯಕ್ರಮ ಉದ್ಘಾಟಿಸಿ ಅವರು ಮಾತನಾಡಿದರು. ನಿಷ್ಠೆ ಸಮಯ ಸ್ಫೂರ್ತಿ ಮತ್ತು ಶೌರ್ಯದ ಪ್ರತೀಕ bbox=[26, 288, 181, 363]
article-6-text: ವಿದ್ಯಾರ್ಥಿಗಳು ಕ್ರೀಡೆ, ಶಿಸ್ತು, ಸಂಯಮದ ಜೊತೆಗೆ ಓದಿನಲ್ಲಿ ಉನ್ನತ ಗುರಿ ಸಾಧಿಸಬೇಕು ಎಂದು ಜಿಲ್ಲಾ ಪಂಚಾಯತಿ ಮಾಜಿ ಅಧ್ಯಕ್ಷ ಸಿದ್ದನಗೌಡ ಪೊಲೀಸ್ ಪಾಟೀಲ ಹೇಳಿದರು. ಪಟ್ಟಣದ ಗಂಗಾಪುರ ಶಾಲೆಯಲ್ಲಿ ಹಮ್ಮಿಕೊಂಡ ಕಾರ್ಯಕ್ರಮ ಉದ್ಘಾಟಿಸಿ ಮಾತನಾಡಿದರು. ಕಾಲೇಜಿನ ಪ್ರಾಂಶುಪಾಲರು, ಉಪನ್ಯಾಸಕರು ಹಾಗೂ ವಿದ್ಯಾರ್ಥಿಗಳು ಉಪಸ್ಥಿತರಿದ್ದರು. ಡಾ. ಯಂಕನಗೌಡ ಪೊಲೀಸ್ ಪಾಟೀಲ ನಿರೂಪಿಸಿದರು, ವಂದಿಸಿದರು. bbox=[26, 970, 232, 1027]
article-10-body-2 bbox=[372, 1204, 440, 1484]
article-7-byline: ●ಸುದ್ದಿಮೂಲ ವಾರ್ತೆ, ಯಾದಗಿರಿ, ನ. 11: bbox=[244, 832, 366, 841]
social-links bbox=[648, 68, 777, 96]
site-link[interactable]: > https://www.suddimoola.in bbox=[170, 70, 293, 80]
article-6-byline: ●ಸುದ್ದಿಮೂಲ ವಾರ್ತೆ, ಕೆಂಭಾವಿ, ನ. 11: bbox=[26, 970, 135, 979]
article-5-text-2: ರಾಯಚೂರ ಜಿಲ್ಲೆಯ ದೇವದುರ್ಗ ತಾಲೂಕಿನ ಗ್ರಾಮದಲ್ಲಿ ನಡೆದ ಕೃತ್ಯದ ಕಾರಣಕ್ಕೆ ದಲಿತ ಕುಟುಂಬಕ್ಕೆ ನ್ಯಾಯ ಒದಗಿಸಬೇಕು. ಹತ್ಯೆಯಾದ ಹೆಣ್ಣುಮಕ್ಕಳ ಕುಟುಂಬಕ್ಕೆ ಸರ್ಕಾರಿ ಉದ್ಯೋಗ, ಪರಿಹಾರ ಹಾಗೂ ರಕ್ಷಣೆ ನೀಡಬೇಕು ಎಂದು ಒತ್ತಾಯಿಸಿ ತಹಸೀಲ್ದಾರ್ ಮೂಲಕ ಮುಖ್ಯಮಂತ್ರಿಗಳಿಗೆ ಮನವಿ ಸಲ್ಲಿಸಲಾಯಿತು. ಈ ಸಂದರ್ಭದಲ್ಲಿ ಸಂಘಟನೆಯ ಮುಖಂಡರು ಭಾಗವಹಿಸಿದ್ದರು. bbox=[788, 734, 920, 809]
article-11-body bbox=[734, 1362, 920, 1484]
article-5-text: ರಾಯಚೂರ ಜಿಲ್ಲೆಯ ದೇವದುರ್ಗ ತಾಲೂಕಿನ ಗ್ರಾಮದಲ್ಲಿ ನಡೆದ ಕೃತ್ಯದ ಕಾರಣಕ್ಕೆ ದಲಿತ ಕುಟುಂಬಕ್ಕೆ ನ್ಯಾಯ ಒದಗಿಸಬೇಕು. ಹತ್ಯೆಯಾದ ಹೆಣ್ಣುಮಕ್ಕಳ ಕುಟುಂಬಕ್ಕೆ ಸರ್ಕಾರಿ ಉದ್ಯೋಗ, ಪರಿಹಾರ ಹಾಗೂ ರಕ್ಷಣೆ ನೀಡಬೇಕು ಎಂದು ಒತ್ತಾಯಿಸಿ ತಹಸೀಲ್ದಾರ್ ಮೂಲಕ ಮುಖ್ಯಮಂತ್ರಿಗಳಿಗೆ ಮನವಿ ಸಲ್ಲಿಸಲಾಯಿತು. ಈ ಸಂದರ್ಭದಲ್ಲಿ ಸಂಘಟನೆಯ ಮುಖಂಡರು ಭಾಗವಹಿಸಿದ್ದರು. bbox=[650, 575, 782, 651]
article-7-body-2 bbox=[372, 958, 498, 1174]
rule bbox=[237, 1178, 637, 1179]
article-5-headline: ಸುರಪುರ: ಹತ್ಯೆಯಾದ ಹೆಣ್ಣುಮಕ್ಕಳ ಕುಟುಂಬಕ್ಕೆ ಸರ್ಕಾರಿ ಉದ್ಯೋಗ ನೀಡಲು ಮನವಿ bbox=[644, 535, 911, 546]
facebook-label: facebook.com/Suddi Moola bbox=[653, 70, 769, 80]
registration-mark: + bbox=[928, 1520, 940, 1536]
article-9-byline: ●ಸುದ್ದಿಮೂಲ ವಾರ್ತೆ, ಜೇವರ್ಗಿ, ನ. 11: bbox=[26, 1352, 132, 1361]
article-3-body bbox=[26, 404, 232, 614]
facebook-icon: ƒ bbox=[648, 70, 654, 80]
article-4-headline: ಕಡು ಬಡವರಿಗೆ ಯೋಜನೆಗಳನ್ನು ತಲುಪಿಸಿ bbox=[244, 396, 543, 422]
article-7-text-2: ಮಹಿಳಾ ಕಾನೂನು ನೆರವು ದಿನಾಚರಣೆ ಪ್ರಯುಕ್ತ ಆಯೋಜಿಸಲಾಗಿದ್ದ ಕಾನೂನು ಅರಿವು ನೆರವು ಕಾರ್ಯಕ್ರಮದಲ್ಲಿ ಮಾತನಾಡಿದ ನ್ಯಾಯಾಧೀಶರು, ದೌರ್ಜನ್ಯಕ್ಕೆ ಒಳಗಾದವರಿಗೆ ಕಾನೂನು ಸೇವಾ ಪ್ರಾಧಿಕಾರ ಉಚಿತ ನೆರವು ನೀಡುತ್ತದೆ ಎಂದರು. ಮಹಿಳೆಯರು ಮತ್ತು ಮಕ್ಕಳ ಹಕ್ಕುಗಳ ರಕ್ಷಣೆಗೆ ಕಾನೂನುಗಳ ಅರಿವು ಮುಖ್ಯ. ಈ ಸಂದರ್ಭದಲ್ಲಿ ಜಿಲ್ಲಾ ಕಾನೂನು ಸೇವಾ ಪ್ರಾಧಿಕಾರದ ಸದಸ್ಯ ಕಾರ್ಯದರ್ಶಿ, ಪ್ರಾಂಶುಪಾಲರು, ಉಪನ್ಯಾಸಕರು ಉಪಸ್ಥಿತರಿದ್ದರು. bbox=[372, 958, 498, 1043]
date: 12 ನವೆಂಬರ್ 2024 bbox=[58, 83, 139, 94]
